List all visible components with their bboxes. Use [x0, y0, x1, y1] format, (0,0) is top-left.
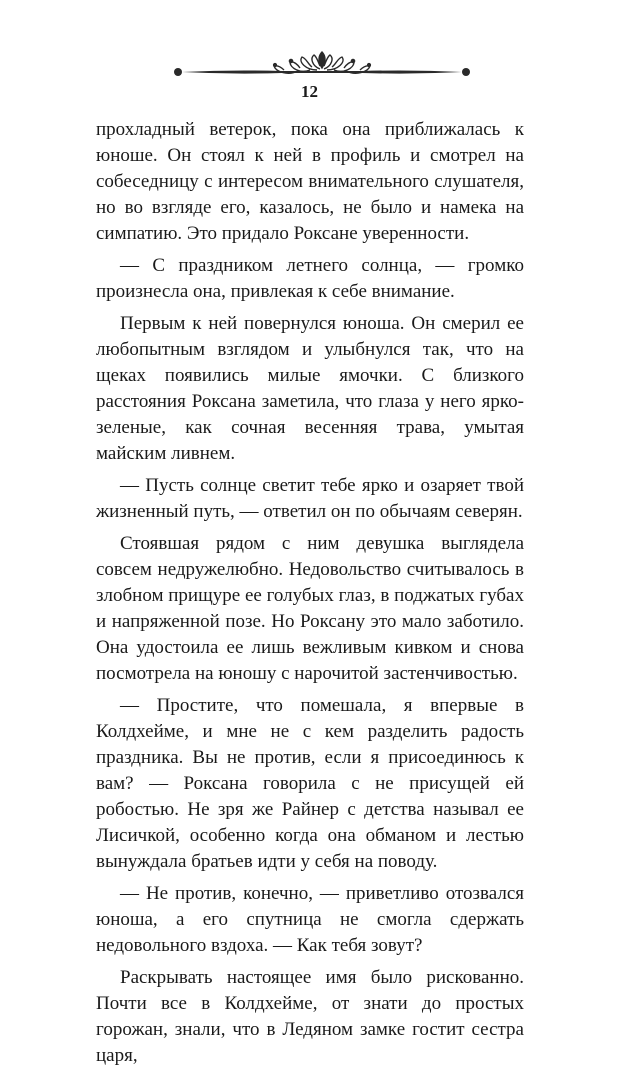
paragraph: — С праздником летнего солнца, — громко произнесла она, привлекая к себе внимание.	[96, 255, 524, 302]
page-header	[0, 48, 619, 104]
page-number: 12	[301, 82, 318, 101]
paragraph: — Пусть солнце светит тебе ярко и озаряет твой жизненный путь, — ответил он по обычаям северян.	[96, 475, 524, 522]
body-text	[96, 117, 524, 1069]
flourish-divider-icon	[172, 48, 472, 84]
paragraph: Первым к ней повернулся юноша. Он смерил ее любопытным взглядом и улыбнулся так, что на щеках появились милые ямочки. С близкого расстояния Роксана заметила, что глаза у него ярко-зеленые, как сочная весенняя трава, умытая майским ливнем.	[96, 313, 524, 464]
paragraph: Стоявшая рядом с ним девушка выглядела совсем недружелюбно. Недовольство считывалось в злобном прищуре ее голубых глаз, в поджатых губах и напряженной позе. Но Роксану это мало заботило. Она удостоила ее лишь вежливым кивком и снова посмотрела на юношу с нарочитой застенчивостью.	[96, 533, 524, 684]
paragraph: — Не против, конечно, — приветливо отозвался юноша, а его спутница не смогла сдержать недовольного вздоха. — Как тебя зовут?	[96, 883, 524, 956]
paragraph: Раскрывать настоящее имя было рискованно. Почти все в Колдхейме, от знати до простых горожан, знали, что в Ледяном замке гостит сестра царя,	[96, 967, 524, 1066]
paragraph: прохладный ветерок, пока она приближалась к юноше. Он стоял к ней в профиль и смотрел на собеседницу с интересом внимательного слушателя, но во взгляде его, казалось, не было и намека на симпатию. Это придало Роксане уверенности.	[96, 119, 524, 244]
paragraph: — Простите, что помешала, я впервые в Колдхейме, и мне не с кем разделить радость праздника. Вы не против, если я присоединюсь к вам? — Роксана говорила с не присущей ей робостью. Не зря же Райнер с детства называл ее Лисичкой, особенно когда она обманом и лестью вынуждала братьев идти у себя на поводу.	[96, 695, 524, 872]
